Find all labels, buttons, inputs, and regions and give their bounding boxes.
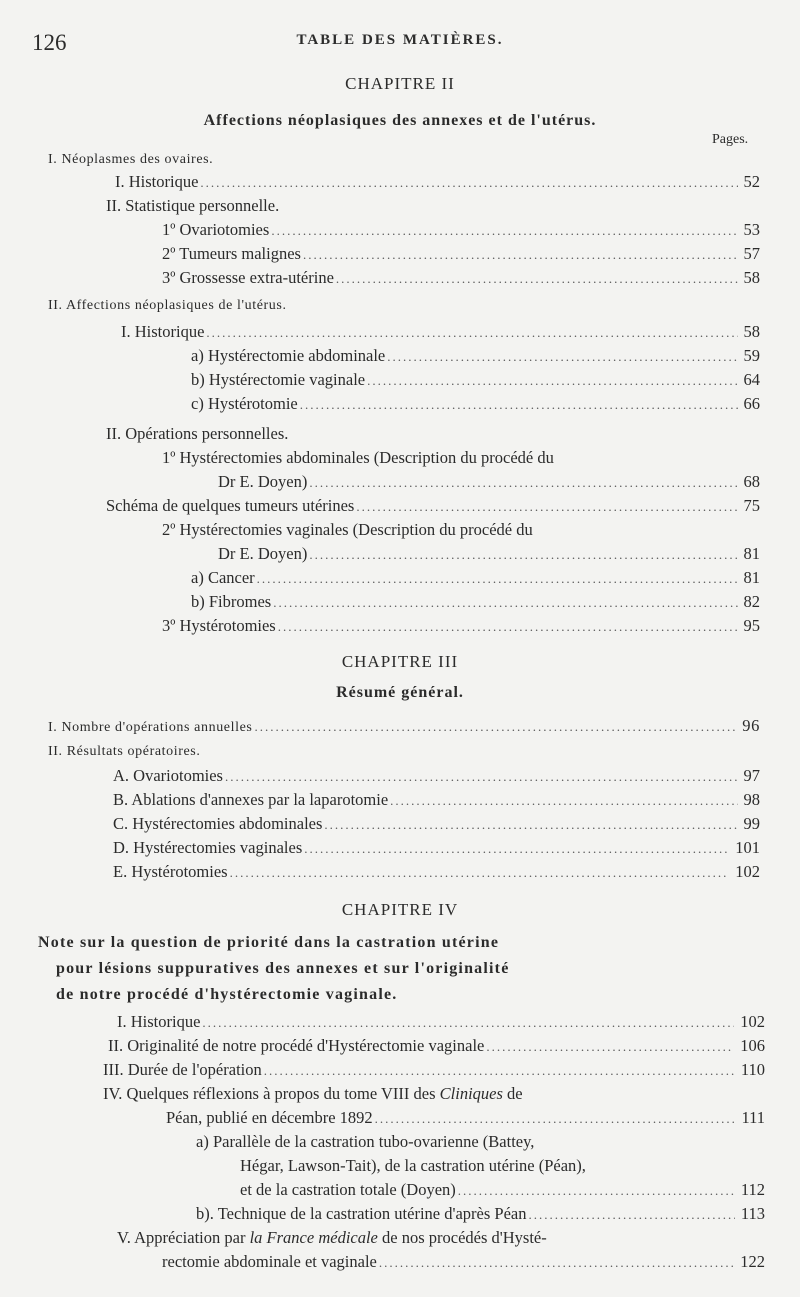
toc-entry-line: a) Parallèle de la castration tubo-ovarienne (Battey, [196, 1132, 535, 1151]
chapter-4-title-line: Note sur la question de priorité dans la castration utérine [38, 934, 500, 951]
section-heading: II. Résultats opératoires. [48, 744, 201, 759]
entry-title: B. Ablations d'annexes par la laparotomie [113, 790, 389, 809]
entry-page: 101 [735, 838, 760, 857]
chapter-2-heading: CHAPITRE II [345, 74, 455, 93]
entry-title: b) Fibromes [191, 592, 272, 611]
toc-entry [191, 568, 760, 592]
entry-title: Schéma de quelques tumeurs utérines [106, 496, 355, 515]
toc-entry [191, 592, 760, 616]
toc-entry [166, 1108, 765, 1132]
entry-title: I. Historique [121, 322, 205, 341]
entry-page: 111 [741, 1108, 765, 1127]
entry-page: 81 [743, 568, 760, 587]
entry-title: et de la castration totale (Doyen) [240, 1180, 456, 1199]
entry-title: 3º Hystérotomies [162, 616, 276, 635]
entry-title: C. Hystérectomies abdominales [113, 814, 323, 833]
toc-entry [115, 172, 760, 196]
entry-title: 3º Grossesse extra-utérine [162, 268, 334, 287]
entry-page: 122 [740, 1252, 765, 1271]
entry-page: 113 [740, 1204, 765, 1223]
toc-entry [191, 370, 760, 394]
entry-title: b). Technique de la castration utérine d'après Péan [196, 1204, 527, 1223]
chapter-3-heading: CHAPITRE III [341, 652, 459, 671]
entry-title: 2º Tumeurs malignes [162, 244, 301, 263]
section-heading: I. Néoplasmes des ovaires. [48, 152, 214, 167]
toc-entry [103, 1060, 765, 1084]
entry-title: D. Hystérectomies vaginales [113, 838, 303, 857]
toc-entry [117, 1012, 765, 1036]
toc-entry [121, 322, 760, 346]
chapter-4-title-line: pour lésions suppuratives des annexes et sur l'originalité [56, 960, 510, 977]
entry-title: a) Hystérectomie abdominale [191, 346, 386, 365]
entry-title: Péan, publié en décembre 1892 [166, 1108, 373, 1127]
entry-text: V. Appréciation par [117, 1228, 250, 1247]
toc-entry-line: Hégar, Lawson-Tait), de la castration utérine (Péan), [240, 1156, 586, 1175]
toc-entry [240, 1180, 765, 1204]
toc-entry [191, 394, 760, 418]
entry-title: a) Cancer [191, 568, 255, 587]
toc-entry-line: 2º Hystérectomies vaginales (Description du procédé du [162, 520, 533, 539]
page-number: 126 [32, 30, 67, 55]
entry-title: b) Hystérectomie vaginale [191, 370, 366, 389]
entry-text: IV. Quelques réflexions à propos du tome VIII des [103, 1084, 440, 1103]
entry-page: 59 [743, 346, 760, 365]
entry-italic-text: la France médicale [249, 1228, 378, 1247]
toc-entry [108, 1036, 765, 1060]
toc-entry [218, 544, 760, 568]
entry-title: 1º Ovariotomies [162, 220, 270, 239]
toc-subheading: II. Statistique personnelle. [106, 196, 280, 215]
entry-title: c) Hystérotomie [191, 394, 298, 413]
entry-text: de [502, 1084, 523, 1103]
entry-page: 112 [740, 1180, 765, 1199]
section-heading: II. Affections néoplasiques de l'utérus. [48, 298, 287, 313]
entry-italic-text: Cliniques [439, 1084, 503, 1103]
toc-entry [113, 790, 760, 814]
entry-page: 95 [743, 616, 760, 635]
toc-entry [113, 766, 760, 790]
entry-title: Dr E. Doyen) [218, 472, 308, 491]
toc-entry [113, 814, 760, 838]
chapter-4-title-line: de notre procédé d'hystérectomie vaginale. [56, 986, 398, 1003]
toc-entry [196, 1204, 765, 1228]
entry-page: 102 [735, 862, 760, 881]
entry-page: 96 [742, 716, 760, 735]
toc-entry [48, 716, 760, 740]
entry-page: 99 [743, 814, 760, 833]
toc-entry [106, 496, 760, 520]
toc-entry [113, 862, 760, 886]
entry-page: 68 [743, 472, 760, 491]
toc-entry [162, 616, 760, 640]
entry-title: E. Hystérotomies [113, 862, 228, 881]
entry-page: 97 [743, 766, 760, 785]
pages-label: Pages. [712, 132, 749, 147]
entry-title: I. Historique [115, 172, 199, 191]
entry-page: 52 [743, 172, 760, 191]
entry-page: 58 [743, 322, 760, 341]
toc-subheading: II. Opérations personnelles. [106, 424, 289, 443]
toc-entry [113, 838, 760, 862]
entry-page: 64 [743, 370, 760, 389]
entry-title: I. Nombre d'opérations annuelles [48, 720, 253, 735]
entry-page: 57 [743, 244, 760, 263]
toc-entry [162, 244, 760, 268]
toc-entry [162, 1252, 765, 1276]
entry-page: 106 [740, 1036, 765, 1055]
entry-text: de nos procédés d'Hysté- [377, 1228, 547, 1247]
entry-title: A. Ovariotomies [113, 766, 223, 785]
entry-title: III. Durée de l'opération [103, 1060, 262, 1079]
running-head: TABLE DES MATIÈRES. [296, 32, 504, 48]
entry-page: 110 [740, 1060, 765, 1079]
chapter-3-title: Résumé général. [336, 684, 464, 701]
entry-title: rectomie abdominale et vaginale [162, 1252, 377, 1271]
entry-page: 75 [743, 496, 760, 515]
entry-title: II. Originalité de notre procédé d'Hystérectomie vaginale [108, 1036, 485, 1055]
entry-page: 58 [743, 268, 760, 287]
entry-page: 81 [743, 544, 760, 563]
toc-entry [191, 346, 760, 370]
toc-entry [162, 220, 760, 244]
toc-entry-line [103, 1084, 523, 1104]
entry-page: 53 [743, 220, 760, 239]
toc-entry [162, 268, 760, 292]
entry-page: 98 [743, 790, 760, 809]
entry-title: Dr E. Doyen) [218, 544, 308, 563]
chapter-4-heading: CHAPITRE IV [341, 900, 459, 919]
entry-page: 66 [743, 394, 760, 413]
entry-title: I. Historique [117, 1012, 201, 1031]
chapter-2-title: Affections néoplasiques des annexes et de l'utérus. [203, 112, 597, 129]
entry-page: 82 [743, 592, 760, 611]
toc-entry-line [117, 1228, 547, 1248]
toc-entry [218, 472, 760, 496]
entry-page: 102 [740, 1012, 765, 1031]
toc-entry-line: 1º Hystérectomies abdominales (Description du procédé du [162, 448, 554, 467]
